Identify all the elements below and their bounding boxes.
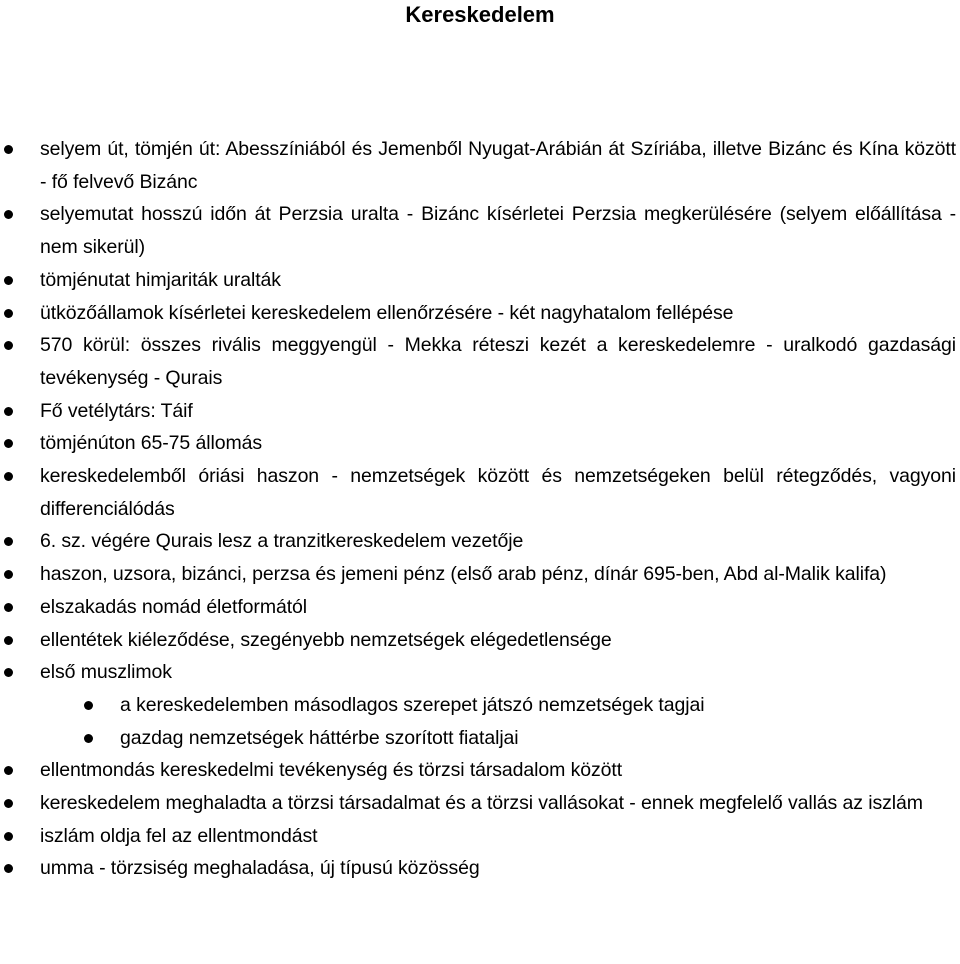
bullet-icon: [4, 309, 13, 318]
list-item-text: 6. sz. végére Qurais lesz a tranzitkereskedelem vezetője: [40, 530, 524, 553]
bullet-icon: [4, 603, 13, 612]
page-title: Kereskedelem: [405, 2, 555, 27]
bullet-icon: [4, 210, 13, 219]
list-item: [0, 820, 960, 853]
bullet-icon: [4, 668, 13, 677]
sub-list-item-text: gazdag nemzetségek háttérbe szorított fiataljai: [120, 726, 519, 749]
list-item-text: kereskedelemből óriási haszon - nemzetségek között és nemzetségeken belül rétegződés, vagyoni differenciálódás: [40, 465, 956, 520]
list-item-text: ellentmondás kereskedelmi tevékenység és törzsi társadalom között: [40, 759, 623, 782]
list-item: [0, 460, 960, 525]
list-item: [0, 264, 960, 297]
bullet-icon: [4, 864, 13, 873]
list-item: [0, 427, 960, 460]
list-item: [0, 297, 960, 330]
list-item: [0, 852, 960, 885]
bullet-icon: [4, 832, 13, 841]
list-item: [0, 329, 960, 394]
list-item-text: ütközőállamok kísérletei kereskedelem ellenőrzésére - két nagyhatalom fellépése: [40, 301, 734, 324]
bullet-icon: [84, 734, 93, 743]
bullet-icon: [4, 439, 13, 448]
list-item: [0, 787, 960, 820]
sub-list-item: [0, 689, 956, 722]
bullet-icon: [4, 472, 13, 481]
bullet-icon: [84, 701, 93, 710]
list-item-text: selyem út, tömjén út: Abesszíniából és Jemenből Nyugat-Arábián át Szíriába, illetve Bizánc és Kína között - fő felvevő Bizánc: [40, 138, 956, 193]
list-item: [0, 525, 960, 558]
bullet-icon: [4, 570, 13, 579]
bullet-icon: [4, 636, 13, 645]
bullet-icon: [4, 276, 13, 285]
sub-list-item-text: a kereskedelemben másodlagos szerepet játszó nemzetségek tagjai: [120, 693, 705, 716]
list-item: [0, 754, 960, 787]
list-item: [0, 133, 960, 198]
bullet-icon: [4, 766, 13, 775]
list-item-text: iszlám oldja fel az ellentmondást: [40, 824, 318, 847]
list-item-text: kereskedelem meghaladta a törzsi társadalmat és a törzsi vallásokat - ennek megfelelő vallás az iszlám: [40, 792, 923, 815]
bullet-icon: [4, 341, 13, 350]
sub-list-item: [0, 722, 956, 755]
list-item: [0, 395, 960, 428]
list-item-text: umma - törzsiség meghaladása, új típusú közösség: [40, 857, 480, 880]
bullet-icon: [4, 407, 13, 416]
sub-list: [0, 689, 956, 754]
list-item: [0, 656, 960, 754]
list-item-text: ellentétek kiéleződése, szegényebb nemzetségek elégedetlensége: [40, 628, 612, 651]
list-item-text: elszakadás nomád életformától: [40, 595, 307, 618]
list-item: [0, 591, 960, 624]
list-item-text: Fő vetélytárs: Táif: [40, 399, 193, 422]
list-item: [0, 624, 960, 657]
list-item-text: tömjénutat himjariták uralták: [40, 268, 281, 291]
list-item: [0, 198, 960, 263]
list-item-text: első muszlimok: [40, 661, 172, 684]
list-item-text: selyemutat hosszú időn át Perzsia uralta - Bizánc kísérletei Perzsia megkerülésére (selyem előállítása - nem sikerül): [40, 203, 956, 259]
list-item-text: tömjénúton 65-75 állomás: [40, 432, 262, 455]
bullet-list: [0, 133, 960, 885]
bullet-icon: [4, 537, 13, 546]
bullet-icon: [4, 145, 13, 154]
list-item-text: 570 körül: összes rivális meggyengül - Mekka réteszi kezét a kereskedelemre - uralkodó gazdasági tevékenység - Qurais: [40, 334, 956, 389]
list-item: [0, 558, 960, 591]
list-item-text: haszon, uzsora, bizánci, perzsa és jemeni pénz (első arab pénz, dínár 695-ben, Abd al-Malik kalifa): [40, 563, 887, 586]
bullet-icon: [4, 799, 13, 808]
